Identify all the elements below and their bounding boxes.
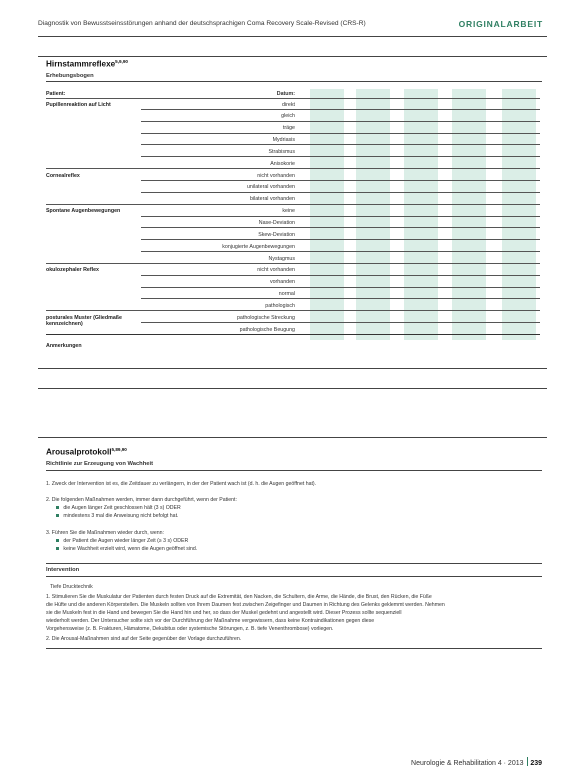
category-label: Spontane Augenbewegungen bbox=[46, 208, 121, 215]
row-rule bbox=[141, 156, 540, 157]
table-row bbox=[46, 254, 540, 264]
table-row bbox=[46, 171, 540, 181]
table-row bbox=[46, 230, 540, 240]
table-row bbox=[46, 147, 540, 157]
arousal-item-2: 2. Die folgenden Maßnahmen werden, immer dann durchgeführt, wenn der Patient: bbox=[46, 497, 237, 503]
intervention-label: Intervention bbox=[46, 567, 80, 573]
row-rule bbox=[46, 168, 540, 169]
row-rule bbox=[141, 133, 540, 134]
step-1-line: wiederholt werden. Der Untersucher sollte sich vor der Durchführung der Maßnahme vergewissern, dass keine Kontraindikationen gegen diese bbox=[46, 618, 375, 624]
table-row bbox=[46, 289, 540, 299]
row-rule bbox=[141, 216, 540, 217]
table-row bbox=[46, 206, 540, 216]
table-row bbox=[46, 194, 540, 204]
category-label: posturales Muster (Gliedmaße kennzeichnen) bbox=[46, 314, 122, 328]
row-rule bbox=[141, 121, 540, 122]
list-item bbox=[56, 546, 536, 553]
table-row bbox=[46, 277, 540, 287]
step-2: 2. Die Arousal-Maßnahmen sind auf der Seite gegenüber der Vorlage durchzuführen. bbox=[46, 636, 242, 642]
arousal-title bbox=[46, 447, 127, 457]
row-rule bbox=[141, 227, 540, 228]
table-row bbox=[46, 123, 540, 133]
subtitle-rule bbox=[46, 81, 542, 82]
header-rule bbox=[38, 36, 547, 37]
table-row bbox=[46, 325, 540, 335]
section-rule-top bbox=[38, 56, 547, 57]
option-label: gleich bbox=[281, 113, 295, 120]
option-label: Anisokorie bbox=[270, 160, 295, 167]
step-1-line: die Hüfte und die anderen Körperstellen. Die Muskeln sollten von Ihrem Daumen fest zwischen Zeigefinger und Daumen in Richtung des Gelenks geklemmt werden. Nehmen bbox=[46, 602, 445, 608]
option-label: vorhanden bbox=[269, 279, 295, 286]
option-label: Skew-Deviation bbox=[258, 231, 295, 238]
reflexes-title bbox=[46, 59, 128, 69]
list-item bbox=[56, 505, 536, 512]
bullet-marker bbox=[56, 514, 59, 517]
patient-label: Patient: bbox=[46, 91, 66, 97]
option-label: nicht vorhanden bbox=[257, 267, 295, 274]
reflexes-title-refs: 5,9,90 bbox=[115, 59, 128, 64]
table-header-row bbox=[46, 89, 540, 99]
date-label: Datum: bbox=[276, 91, 295, 97]
option-label: pathologische Streckung bbox=[236, 314, 295, 321]
step-1-line: sie die Muskeln fest in die Hand und bewegen Sie die Hand hin und her, so dass der Muskel gedehnt und angestellt wird. Dieser Prozess sollte sequenziell bbox=[46, 610, 402, 616]
footer-divider bbox=[527, 757, 528, 766]
row-rule bbox=[141, 275, 540, 276]
row-rule bbox=[141, 239, 540, 240]
row-rule bbox=[46, 334, 540, 335]
journal-name: Neurologie & Rehabilitation 4 · 2013 bbox=[411, 760, 524, 767]
list-item bbox=[56, 538, 536, 545]
table-row bbox=[46, 159, 540, 169]
option-label: konjugierte Augenbewegungen bbox=[222, 243, 295, 250]
option-label: träge bbox=[282, 125, 295, 132]
option-label: Nase-Deviation bbox=[258, 220, 295, 226]
option-label: pathologische Beugung bbox=[239, 326, 295, 333]
option-label: Mydriasis bbox=[272, 137, 295, 144]
option-label: Strabismus bbox=[268, 148, 295, 155]
row-rule bbox=[141, 298, 540, 299]
row-rule bbox=[141, 192, 540, 193]
subtitle-rule bbox=[46, 470, 542, 471]
list-item bbox=[56, 513, 536, 520]
table-row bbox=[46, 301, 540, 311]
option-label: unilateral vorhanden bbox=[246, 184, 295, 191]
table-row bbox=[46, 100, 540, 110]
option-label: bilateral vorhanden bbox=[249, 196, 295, 203]
remarks-line bbox=[38, 388, 547, 389]
option-label: normal bbox=[278, 291, 295, 298]
intervention-rule bbox=[46, 563, 542, 564]
option-label: direkt bbox=[282, 101, 295, 108]
section-rule-top bbox=[38, 437, 547, 438]
step-1-line: Vorgehensweise (z. B. Frakturen, Hämatome, Dekubitus oder systemische Störungen, z. B. tiefe Venenthrombose) vorliegen. bbox=[46, 626, 334, 632]
arousal-title-refs: 5,89,90 bbox=[111, 447, 127, 452]
table-row bbox=[46, 218, 540, 228]
row-rule bbox=[141, 180, 540, 181]
reflexes-title-text: Hirnstammreflexe bbox=[46, 59, 116, 69]
step-1-line: 1. Stimulieren Sie die Muskulatur der Patienten durch festen Druck auf die Extremität, den Nacken, die Schultern, die Arme, die Hände, die Brust, den Rücken, die Füße bbox=[46, 594, 432, 600]
arousal-item-3: 3. Führen Sie die Maßnahmen wieder durch, wenn: bbox=[46, 530, 164, 536]
row-rule bbox=[141, 144, 540, 145]
table-row bbox=[46, 135, 540, 145]
table-row bbox=[46, 111, 540, 121]
tactile-label: Tiefe Drucktechnik bbox=[50, 584, 93, 590]
option-label: Nystagmus bbox=[268, 255, 295, 262]
page-footer bbox=[411, 757, 542, 767]
arousal-title-text: Arousalprotokoll bbox=[46, 447, 112, 457]
page-number: 239 bbox=[530, 760, 542, 767]
remarks-line bbox=[38, 368, 547, 369]
table-row bbox=[46, 313, 540, 328]
list-item-text: mindestens 3 mal die Anweisung nicht befolgt hat. bbox=[63, 513, 179, 519]
table-row bbox=[46, 265, 540, 275]
arousal-subtitle: Richtlinie zur Erzeugung von Wachheit bbox=[46, 461, 154, 467]
table-row bbox=[46, 182, 540, 192]
category-label: okulozephaler Reflex bbox=[46, 267, 99, 274]
row-rule bbox=[141, 287, 540, 288]
option-label: nicht vorhanden bbox=[257, 172, 295, 179]
original-article-tag: ORIGINALARBEIT bbox=[458, 19, 543, 29]
list-item-text: der Patient die Augen wieder länger Zeit (≥ 3 s) ODER bbox=[63, 538, 189, 544]
category-label: Cornealreflex bbox=[46, 172, 80, 179]
row-rule bbox=[46, 263, 540, 264]
category-label: Pupillenreaktion auf Licht bbox=[46, 101, 111, 108]
running-header bbox=[38, 20, 547, 34]
remarks-label: Anmerkungen bbox=[46, 343, 82, 349]
running-header-title: Diagnostik von Bewusstseinsstörungen anhand der deutschsprachigen Coma Recovery Scale-Revised (CRS-R) bbox=[38, 20, 366, 27]
list-item-text: keine Wachheit erzielt wird, wenn die Augen geöffnet sind. bbox=[63, 546, 198, 552]
bullet-marker bbox=[56, 539, 59, 542]
row-rule bbox=[46, 310, 540, 311]
option-label: pathologisch bbox=[265, 302, 295, 309]
arousal-item-1: 1. Zweck der Intervention ist es, die Zeitdauer zu verlängern, in der der Patient wach ist (d. h. die Augen geöffnet hat). bbox=[46, 481, 317, 487]
row-rule bbox=[141, 322, 540, 323]
row-rule bbox=[141, 109, 540, 110]
intervention-rule bbox=[46, 576, 542, 577]
section-rule-bottom bbox=[46, 648, 542, 649]
reflexes-subtitle: Erhebungsbogen bbox=[46, 73, 94, 79]
row-rule bbox=[46, 204, 540, 205]
bullet-marker bbox=[56, 547, 59, 550]
row-rule bbox=[141, 251, 540, 252]
bullet-marker bbox=[56, 506, 59, 509]
table-row bbox=[46, 242, 540, 252]
option-label: keine bbox=[282, 208, 295, 215]
list-item-text: die Augen länger Zeit geschlossen hält (3 s) ODER bbox=[63, 505, 181, 511]
